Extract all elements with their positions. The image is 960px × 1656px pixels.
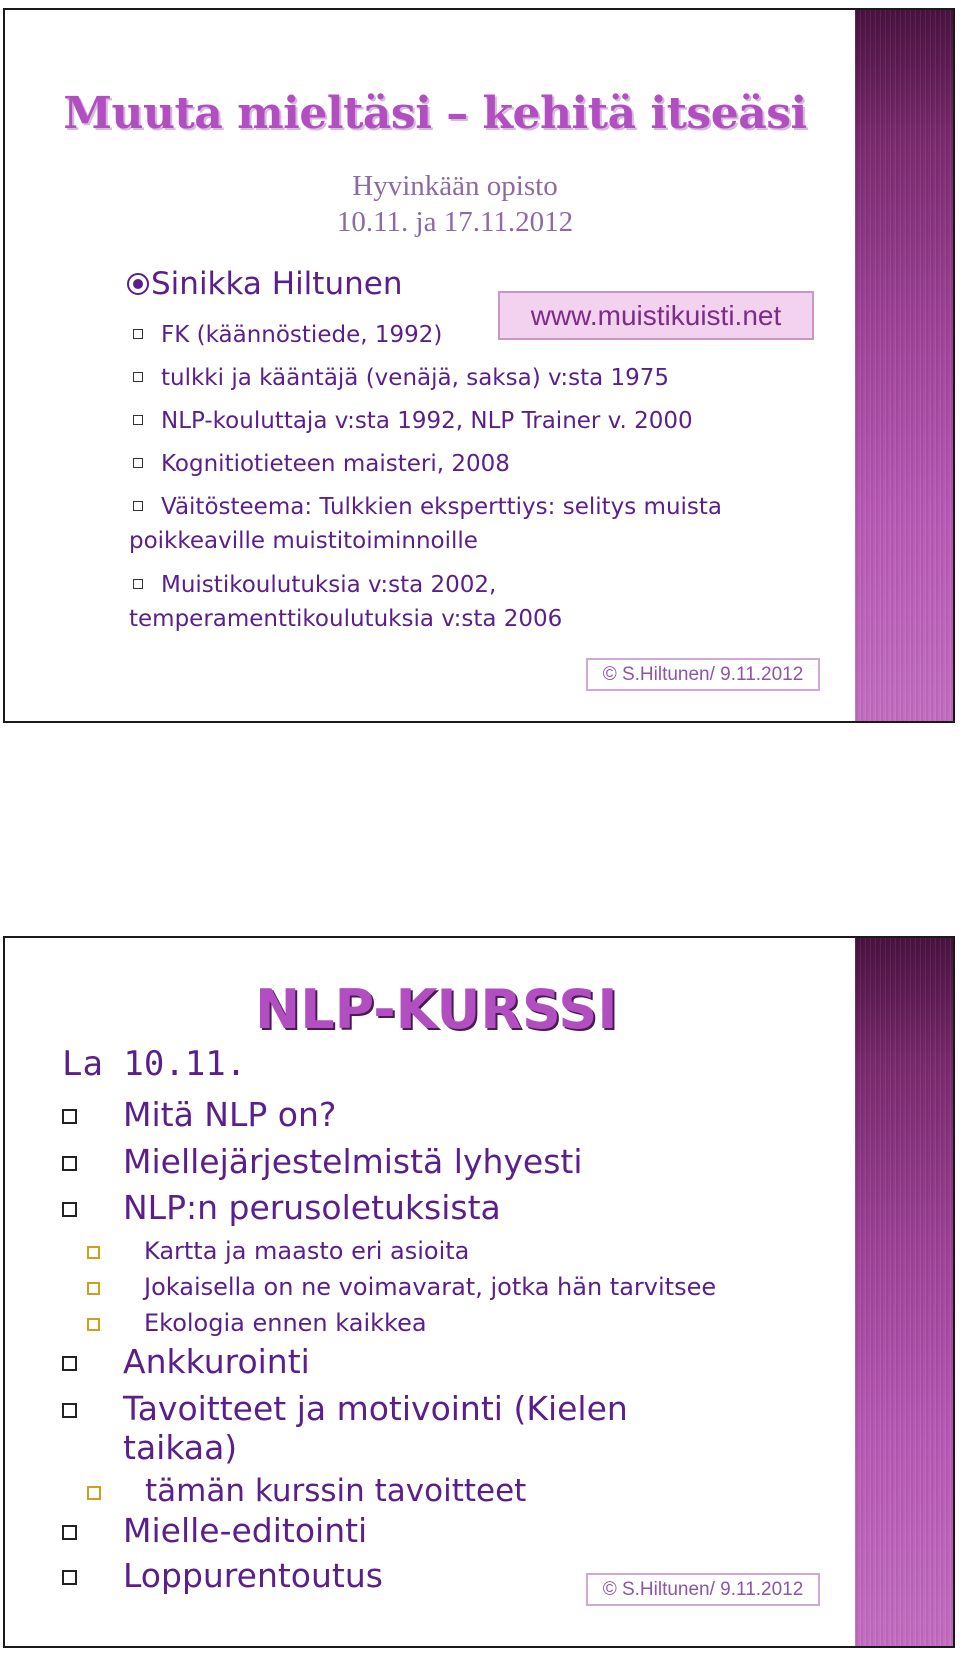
list-item-continuation — [123, 1428, 237, 1468]
checkbox-bullet-icon — [87, 1486, 101, 1500]
bullet-text: tulkki ja kääntäjä (venäjä, saksa) v:sta 1975 — [161, 365, 670, 391]
presenter-name-row — [127, 266, 402, 302]
checkbox-bullet-icon — [133, 415, 143, 425]
list-item — [62, 1342, 310, 1382]
list-item-text: Jokaisella on ne voimavarat, jotka hän tarvitsee — [144, 1273, 717, 1301]
list-item-text: Ankkurointi — [123, 1342, 310, 1381]
checkbox-bullet-icon — [62, 1156, 77, 1171]
list-item-text: Mitä NLP on? — [123, 1095, 337, 1134]
checkbox-bullet-icon — [62, 1109, 77, 1124]
decorative-stripe — [855, 938, 953, 1646]
sub-list-item — [87, 1308, 427, 1338]
bullet-text: NLP-kouluttaja v:sta 1992, NLP Trainer v. 2000 — [161, 408, 693, 434]
slide-title: NLP-KURSSI — [255, 978, 618, 1041]
sub-list-item — [87, 1472, 526, 1510]
radio-bullet-icon — [127, 273, 149, 295]
bullet-text: Muistikoulutuksia v:sta 2002, — [161, 572, 497, 598]
list-item — [62, 1511, 367, 1551]
list-item-text: NLP:n perusoletuksista — [123, 1188, 501, 1227]
list-item — [62, 1095, 336, 1135]
list-item-text: Ekologia ennen kaikkea — [144, 1309, 427, 1337]
bullet-item — [133, 490, 833, 524]
checkbox-bullet-icon — [87, 1282, 100, 1295]
copyright-box: © S.Hiltunen/ 9.11.2012 — [586, 658, 820, 691]
bullet-item — [133, 318, 833, 352]
sub-list-item — [87, 1272, 716, 1302]
bullet-continuation — [129, 524, 833, 558]
list-item-text: tämän kurssin tavoitteet — [145, 1473, 527, 1509]
list-item-text: Loppurentoutus — [123, 1556, 383, 1595]
bullet-continuation — [129, 602, 833, 636]
checkbox-bullet-icon — [133, 579, 143, 589]
bullet-item — [133, 568, 833, 602]
list-item — [62, 1556, 383, 1596]
decorative-stripe — [855, 10, 953, 721]
checkbox-bullet-icon — [133, 458, 143, 468]
bullet-text: Väitösteema: Tulkkien eksperttiys: selitys muista — [161, 494, 723, 520]
checkbox-bullet-icon — [133, 372, 143, 382]
slide-1 — [3, 8, 955, 723]
bullet-item — [133, 447, 833, 481]
list-item — [62, 1188, 501, 1228]
checkbox-bullet-icon — [62, 1356, 77, 1371]
bullet-text: temperamenttikoulutuksia v:sta 2006 — [129, 606, 563, 632]
subtitle-dates: 10.11. ja 17.11.2012 — [336, 206, 574, 238]
checkbox-bullet-icon — [62, 1202, 77, 1217]
list-item — [62, 1142, 583, 1182]
list-item-text: taikaa) — [123, 1428, 238, 1467]
checkbox-bullet-icon — [87, 1318, 100, 1331]
bullet-text: poikkeaville muistitoiminnoille — [129, 528, 478, 554]
sub-list-item — [87, 1236, 469, 1266]
slide-title: Muuta mieltäsi – kehitä itseäsi — [63, 88, 807, 139]
checkbox-bullet-icon — [87, 1246, 100, 1259]
list-item-text: Miellejärjestelmistä lyhyesti — [123, 1142, 583, 1181]
list-item-text: Kartta ja maasto eri asioita — [144, 1237, 470, 1265]
checkbox-bullet-icon — [133, 501, 143, 511]
list-item-text: Mielle-editointi — [123, 1511, 368, 1550]
checkbox-bullet-icon — [133, 329, 143, 339]
slide-2 — [3, 936, 955, 1648]
copyright-box: © S.Hiltunen/ 9.11.2012 — [586, 1573, 820, 1606]
course-day: La 10.11. — [62, 1044, 247, 1084]
bullet-text: Kognitiotieteen maisteri, 2008 — [161, 451, 510, 477]
checkbox-bullet-icon — [62, 1525, 77, 1540]
checkbox-bullet-icon — [62, 1403, 77, 1418]
presenter-name: Sinikka Hiltunen — [151, 266, 403, 302]
website-box: www.muistikuisti.net — [498, 291, 814, 340]
bullet-text: FK (käännöstiede, 1992) — [161, 322, 443, 348]
subtitle-institution: Hyvinkään opisto — [352, 170, 558, 202]
checkbox-bullet-icon — [62, 1570, 77, 1585]
list-item-text: Tavoitteet ja motivointi (Kielen — [123, 1389, 628, 1428]
bullet-item — [133, 361, 833, 395]
bullet-item — [133, 404, 833, 438]
list-item — [62, 1389, 628, 1429]
